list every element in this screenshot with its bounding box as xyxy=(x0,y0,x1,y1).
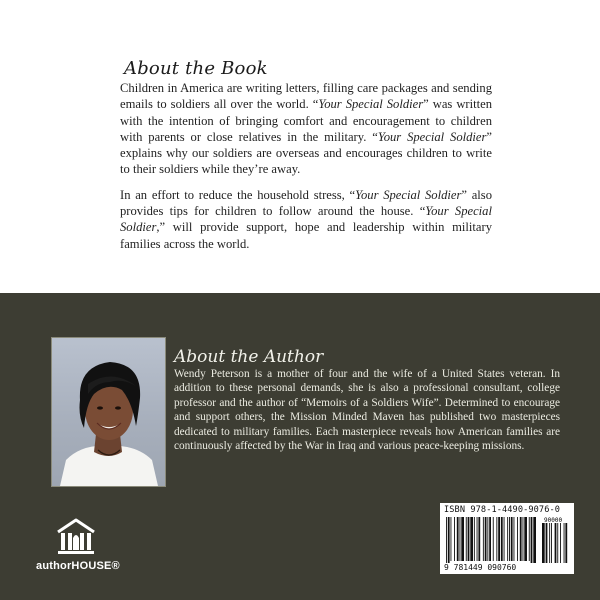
barcode-bar xyxy=(448,517,450,563)
barcode-bar xyxy=(493,517,494,561)
barcode-bar xyxy=(451,517,452,561)
barcode-supplement-bar xyxy=(557,523,558,563)
about-author-heading: About the Author xyxy=(174,347,324,367)
about-author-text: Wendy Peterson is a mother of four and the wife of a United States veteran. In addition to these personal demands, she is also a professional consultant, college professor and the author of “Memoirs of a Soldiers Wife”. Determined to encourage and support others, the Mission Minded Maven has published two masterpieces dedicated to military families. Each masterpiece reveals how American families are continuously affected by the War in Iraq and various peace-keeping missions. xyxy=(174,368,560,453)
barcode-bar xyxy=(496,517,497,561)
barcode-bar xyxy=(461,517,464,561)
barcode-bar xyxy=(483,517,484,561)
book-title: Your Special Soldier xyxy=(377,129,487,144)
barcode-bar xyxy=(504,517,505,561)
about-book-text xyxy=(120,80,492,261)
barcode-supplement-bar xyxy=(549,523,550,563)
barcode-supplement-bar xyxy=(564,523,565,563)
isbn-barcode xyxy=(440,503,574,574)
barcode-supplement-bar xyxy=(546,523,548,563)
barcode-supplement-bar xyxy=(560,523,561,563)
about-book-heading: About the Book xyxy=(124,58,268,79)
barcode-supplement-bar xyxy=(542,523,545,563)
barcode-bar xyxy=(460,517,461,561)
isbn-number: ISBN 978-1-4490-9076-0 xyxy=(444,505,561,515)
book-title: Your Special Soldier xyxy=(318,97,424,112)
barcode-bar xyxy=(474,517,475,561)
barcode-bar xyxy=(466,517,467,561)
about-book-paragraph-1: Children in America are writing letters, filling care packages and sending emails to soldiers all over the world. “Your Special Soldier” was written with the intention of bringing comfort and encouragement to children with parents or close relatives in the military. “Your Special Soldier” explains why our soldiers are overseas and encourages children to write to their soldiers while they’re away. xyxy=(120,81,492,177)
barcode-bar xyxy=(457,517,459,561)
about-book-paragraph-2: In an effort to reduce the household stress, “Your Special Soldier” also provides tips for children to follow around the house. “Your Special Soldier,” will provide support, hope and leadership within military families across the world. xyxy=(120,187,492,251)
barcode-bar xyxy=(531,517,533,563)
barcode-bar xyxy=(529,517,530,561)
barcode-bar xyxy=(489,517,491,561)
barcode-bar xyxy=(523,517,524,561)
barcode-bar xyxy=(501,517,503,561)
barcode-digits: 9 781449 090760 xyxy=(444,563,517,572)
publisher-name: authorHOUSE® xyxy=(36,560,120,572)
barcode-supplement-bar xyxy=(565,523,567,563)
barcode-bar xyxy=(446,517,447,563)
barcode-bar xyxy=(507,517,508,561)
barcode-bar xyxy=(485,517,487,561)
barcode-bar xyxy=(511,517,513,561)
price-code: 90000 xyxy=(544,517,563,524)
publisher-block xyxy=(36,516,120,572)
book-title: Your Special Soldier xyxy=(120,204,492,235)
barcode-bars xyxy=(444,517,570,563)
barcode-bar xyxy=(524,517,527,561)
authorhouse-logo-icon xyxy=(54,516,98,556)
author-photo xyxy=(51,337,166,487)
barcode-supplement-bar xyxy=(555,523,557,563)
barcode-supplement-bar xyxy=(551,523,552,563)
barcode-bar xyxy=(478,517,480,561)
book-title: Your Special Soldier xyxy=(355,187,462,202)
barcode-bar xyxy=(520,517,522,561)
barcode-bar xyxy=(468,517,470,561)
about-book-panel xyxy=(0,0,600,293)
barcode-bar xyxy=(509,517,510,561)
barcode-bar xyxy=(470,517,473,561)
barcode-bar xyxy=(477,517,478,561)
barcode-bar xyxy=(517,517,518,561)
barcode-bar xyxy=(533,517,536,563)
barcode-bar xyxy=(498,517,500,561)
barcode-bar xyxy=(514,517,515,561)
barcode-bar xyxy=(454,517,455,561)
barcode-bar xyxy=(487,517,488,561)
